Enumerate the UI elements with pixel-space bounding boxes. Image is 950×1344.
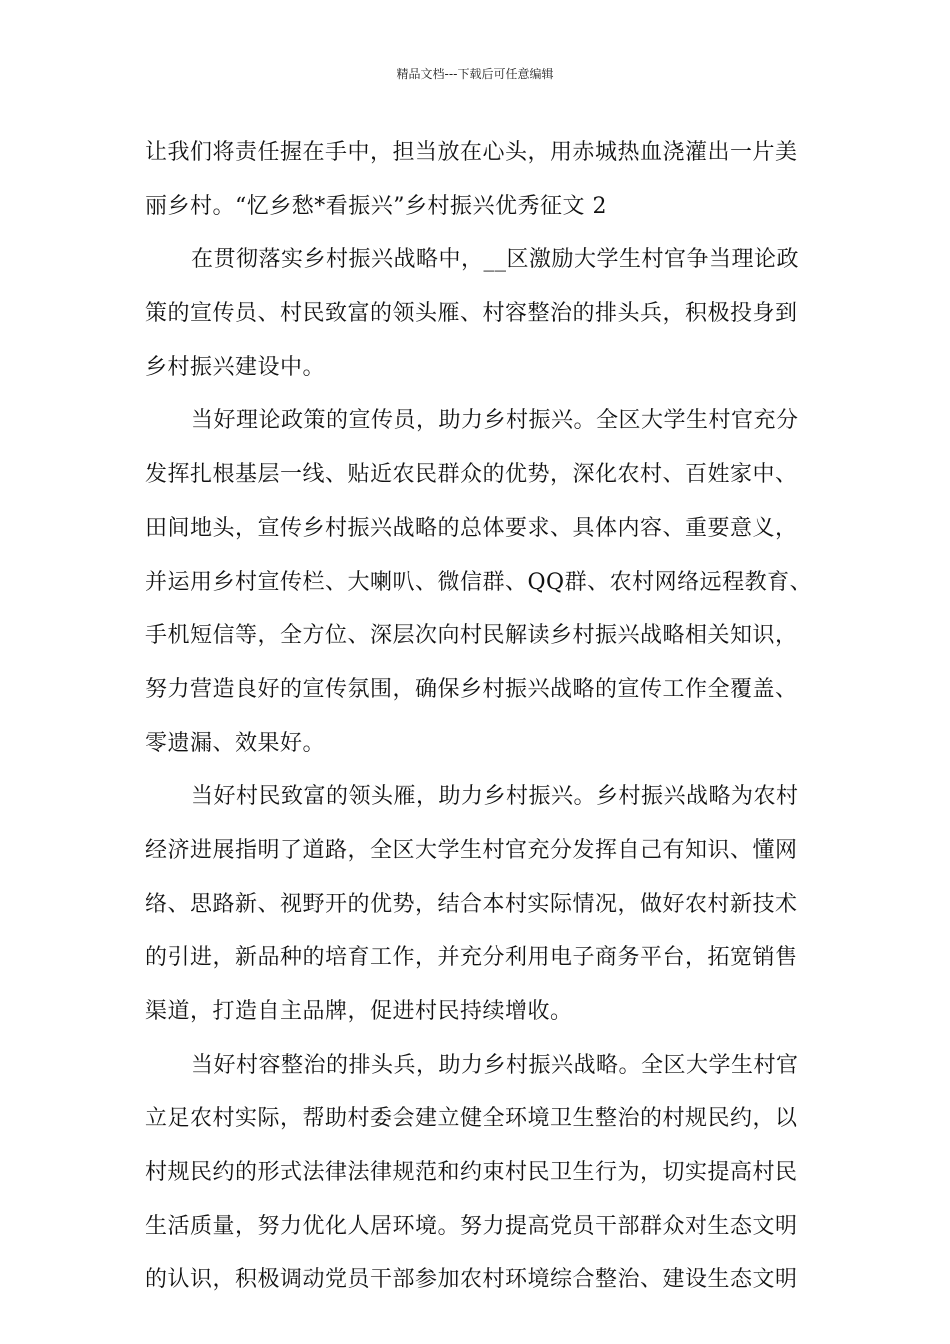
text-line: 策的宣传员、村民致富的领头雁、村容整治的排头兵，积极投身到 bbox=[145, 301, 798, 327]
text-line: 乡村振兴建设中。 bbox=[145, 354, 326, 380]
text-line: 当好村容整治的排头兵，助力乡村振兴战略。全区大学生村官 bbox=[191, 1052, 799, 1078]
text-line: 努力营造良好的宣传氛围，确保乡村振兴战略的宣传工作全覆盖、 bbox=[145, 676, 798, 702]
text-line: 生活质量，努力优化人居环境。努力提高党员干部群众对生态文明 bbox=[145, 1213, 798, 1239]
text-line: 发挥扎根基层一线、贴近农民群众的优势，深化农村、百姓家中、 bbox=[145, 462, 798, 488]
text-line: 零遗漏、效果好。 bbox=[145, 730, 326, 756]
text-line: 村规民约的形式法律法律规范和约束村民卫生行为，切实提高村民 bbox=[145, 1160, 798, 1186]
text-line: 当好村民致富的领头雁，助力乡村振兴。乡村振兴战略为农村 bbox=[191, 784, 799, 810]
body-text bbox=[145, 126, 813, 1307]
text-line: 立足农村实际，帮助村委会建立健全环境卫生整治的村规民约，以 bbox=[145, 1106, 798, 1132]
page-header: 精品文档---下载后可任意编辑 bbox=[396, 67, 554, 81]
text-line: 络、思路新、视野开的优势，结合本村实际情况，做好农村新技术 bbox=[145, 891, 798, 917]
text-line: 经济进展指明了道路，全区大学生村官充分发挥自己有知识、懂网 bbox=[145, 837, 798, 863]
text-line: 并运用乡村宣传栏、大喇叭、微信群、QQ群、农村网络远程教育、 bbox=[145, 569, 813, 595]
text-line: 的引进，新品种的培育工作，并充分利用电子商务平台，拓宽销售 bbox=[145, 945, 798, 971]
text-line: 当好理论政策的宣传员，助力乡村振兴。全区大学生村官充分 bbox=[191, 408, 799, 434]
text-line: 田间地头，宣传乡村振兴战略的总体要求、具体内容、重要意义， bbox=[145, 515, 798, 541]
text-line: 手机短信等，全方位、深层次向村民解读乡村振兴战略相关知识， bbox=[145, 623, 798, 649]
text-line: 丽乡村。“忆乡愁*看振兴”乡村振兴优秀征文 2 bbox=[145, 193, 607, 219]
text-line: 在贯彻落实乡村振兴战略中，__区激励大学生村官争当理论政 bbox=[191, 247, 800, 273]
text-line: 让我们将责任握在手中，担当放在心头，用赤城热血浇灌出一片美 bbox=[145, 140, 798, 165]
text-line: 渠道，打造自主品牌，促进村民持续增收。 bbox=[145, 999, 573, 1024]
text-line: 的认识，积极调动党员干部参加农村环境综合整治、建设生态文明 bbox=[145, 1267, 798, 1293]
